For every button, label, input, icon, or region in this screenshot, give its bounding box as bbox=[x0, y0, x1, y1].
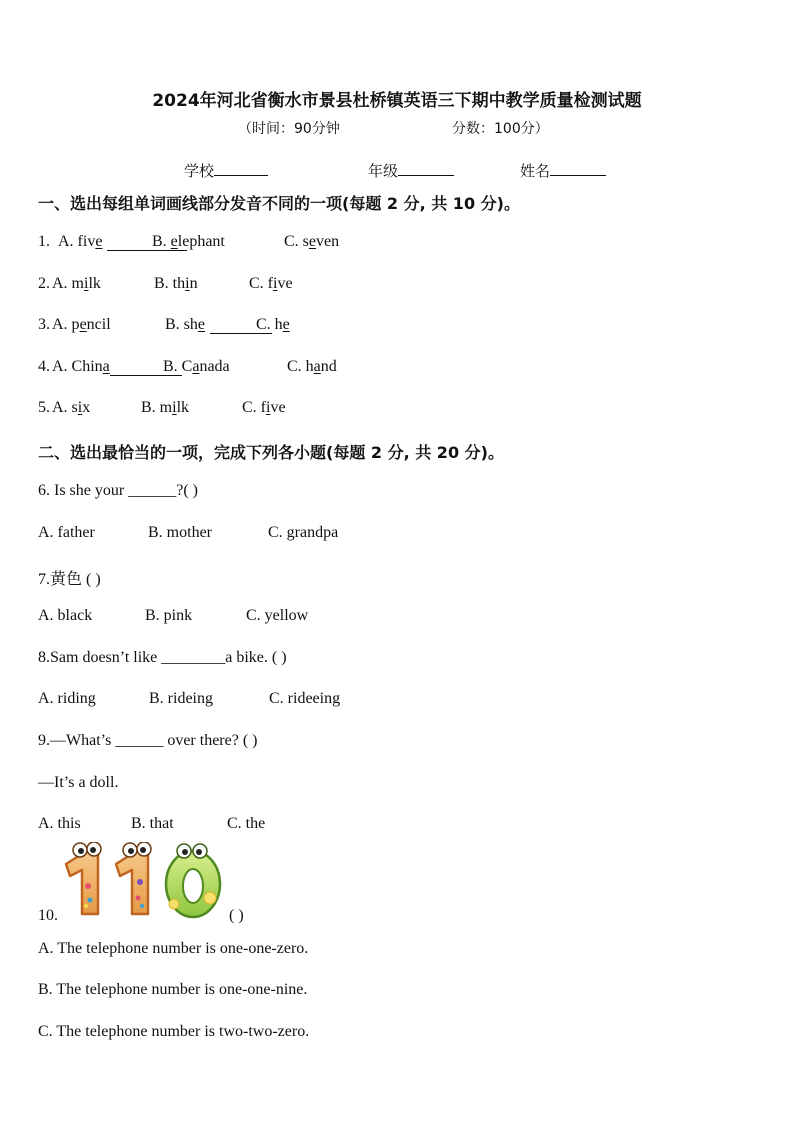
q1-option-c[interactable]: C. seven bbox=[284, 233, 340, 250]
digit-zero bbox=[166, 844, 220, 917]
q10-option-b[interactable]: B. The telephone number is one-one-nine. bbox=[38, 981, 308, 998]
q10-option-c[interactable]: C. The telephone number is two-two-zero. bbox=[38, 1023, 310, 1040]
question-3 bbox=[38, 316, 338, 338]
exam-time: （时间：90分钟 bbox=[238, 121, 340, 137]
q2-option-b[interactable]: B. thin bbox=[154, 275, 198, 292]
q4-option-c[interactable]: C. hand bbox=[287, 358, 337, 375]
question-5 bbox=[38, 399, 338, 421]
q9-option-c[interactable]: C. the bbox=[227, 815, 266, 832]
q7-option-c[interactable]: C. yellow bbox=[246, 607, 309, 624]
q9-option-b[interactable]: B. that bbox=[131, 815, 174, 832]
q1-option-a[interactable]: A. five bbox=[58, 233, 103, 250]
q10-number: 10. bbox=[38, 907, 58, 924]
q6-option-a[interactable]: A. father bbox=[38, 524, 95, 541]
section-2-title: 二、选出最恰当的一项，完成下列各小题(每题 2 分, 共 20 分)。 bbox=[38, 443, 504, 462]
q7-option-b[interactable]: B. pink bbox=[145, 607, 193, 624]
q8-option-a[interactable]: A. riding bbox=[38, 690, 96, 707]
q7-stem: 7.黄色 ( ) bbox=[38, 571, 101, 588]
name-blank[interactable] bbox=[550, 161, 606, 176]
q9-option-a[interactable]: A. this bbox=[38, 815, 81, 832]
grade-label: 年级 bbox=[368, 162, 399, 180]
section-1-title: 一、选出每组单词画线部分发音不同的一项(每题 2 分, 共 10 分)。 bbox=[38, 194, 520, 213]
exam-score: 分数：100分） bbox=[452, 121, 549, 137]
q4-option-a[interactable]: A. China bbox=[52, 358, 110, 375]
q5-option-a[interactable]: A. six bbox=[52, 399, 91, 416]
grade-blank[interactable] bbox=[398, 161, 454, 176]
q1-number: 1. bbox=[38, 233, 50, 250]
page-title: 2024年河北省衡水市景县杜桥镇英语三下期中教学质量检测试题 bbox=[152, 91, 642, 111]
q7-option-a[interactable]: A. black bbox=[38, 607, 93, 624]
q4-option-b[interactable]: B. Canada bbox=[163, 358, 230, 375]
q3-option-c[interactable]: C. he bbox=[256, 316, 290, 333]
q6-stem: 6. Is she your ______?( ) bbox=[38, 482, 198, 499]
q7-options bbox=[38, 607, 338, 629]
q1-option-b[interactable]: B. elephant bbox=[152, 233, 225, 250]
q2-number: 2. bbox=[38, 275, 50, 292]
number-110-picture bbox=[58, 842, 228, 922]
digit-one-right bbox=[116, 842, 151, 914]
q5-option-b[interactable]: B. milk bbox=[141, 399, 190, 416]
q3-number: 3. bbox=[38, 316, 50, 333]
q9-answer: —It’s a doll. bbox=[38, 774, 119, 791]
q2-option-a[interactable]: A. milk bbox=[52, 275, 101, 292]
q8-option-b[interactable]: B. rideing bbox=[149, 690, 213, 707]
q4-number: 4. bbox=[38, 358, 50, 375]
school-label: 学校 bbox=[184, 162, 215, 180]
q10-answer-paren: ( ) bbox=[229, 907, 244, 924]
grade-field bbox=[368, 160, 454, 181]
q9-stem: 9.—What’s ______ over there? ( ) bbox=[38, 732, 258, 749]
question-4 bbox=[38, 358, 368, 380]
q3-option-b[interactable]: B. she bbox=[165, 316, 206, 333]
q6-option-c[interactable]: C. grandpa bbox=[268, 524, 339, 541]
q8-options bbox=[38, 690, 378, 712]
question-1 bbox=[38, 233, 378, 255]
q8-stem: 8.Sam doesn’t like ________a bike. ( ) bbox=[38, 649, 287, 666]
name-field bbox=[520, 160, 606, 181]
q2-option-c[interactable]: C. five bbox=[249, 275, 293, 292]
question-2 bbox=[38, 275, 338, 297]
q3-option-a[interactable]: A. pencil bbox=[52, 316, 111, 333]
school-field bbox=[184, 160, 268, 181]
q10-option-a[interactable]: A. The telephone number is one-one-zero. bbox=[38, 940, 309, 957]
digit-one-left bbox=[66, 842, 101, 914]
q8-option-c[interactable]: C. rideeing bbox=[269, 690, 341, 707]
school-blank[interactable] bbox=[214, 161, 268, 176]
q6-option-b[interactable]: B. mother bbox=[148, 524, 212, 541]
q5-option-c[interactable]: C. five bbox=[242, 399, 286, 416]
q6-options bbox=[38, 524, 378, 546]
q5-number: 5. bbox=[38, 399, 50, 416]
q9-options bbox=[38, 815, 298, 837]
name-label: 姓名 bbox=[520, 162, 551, 180]
